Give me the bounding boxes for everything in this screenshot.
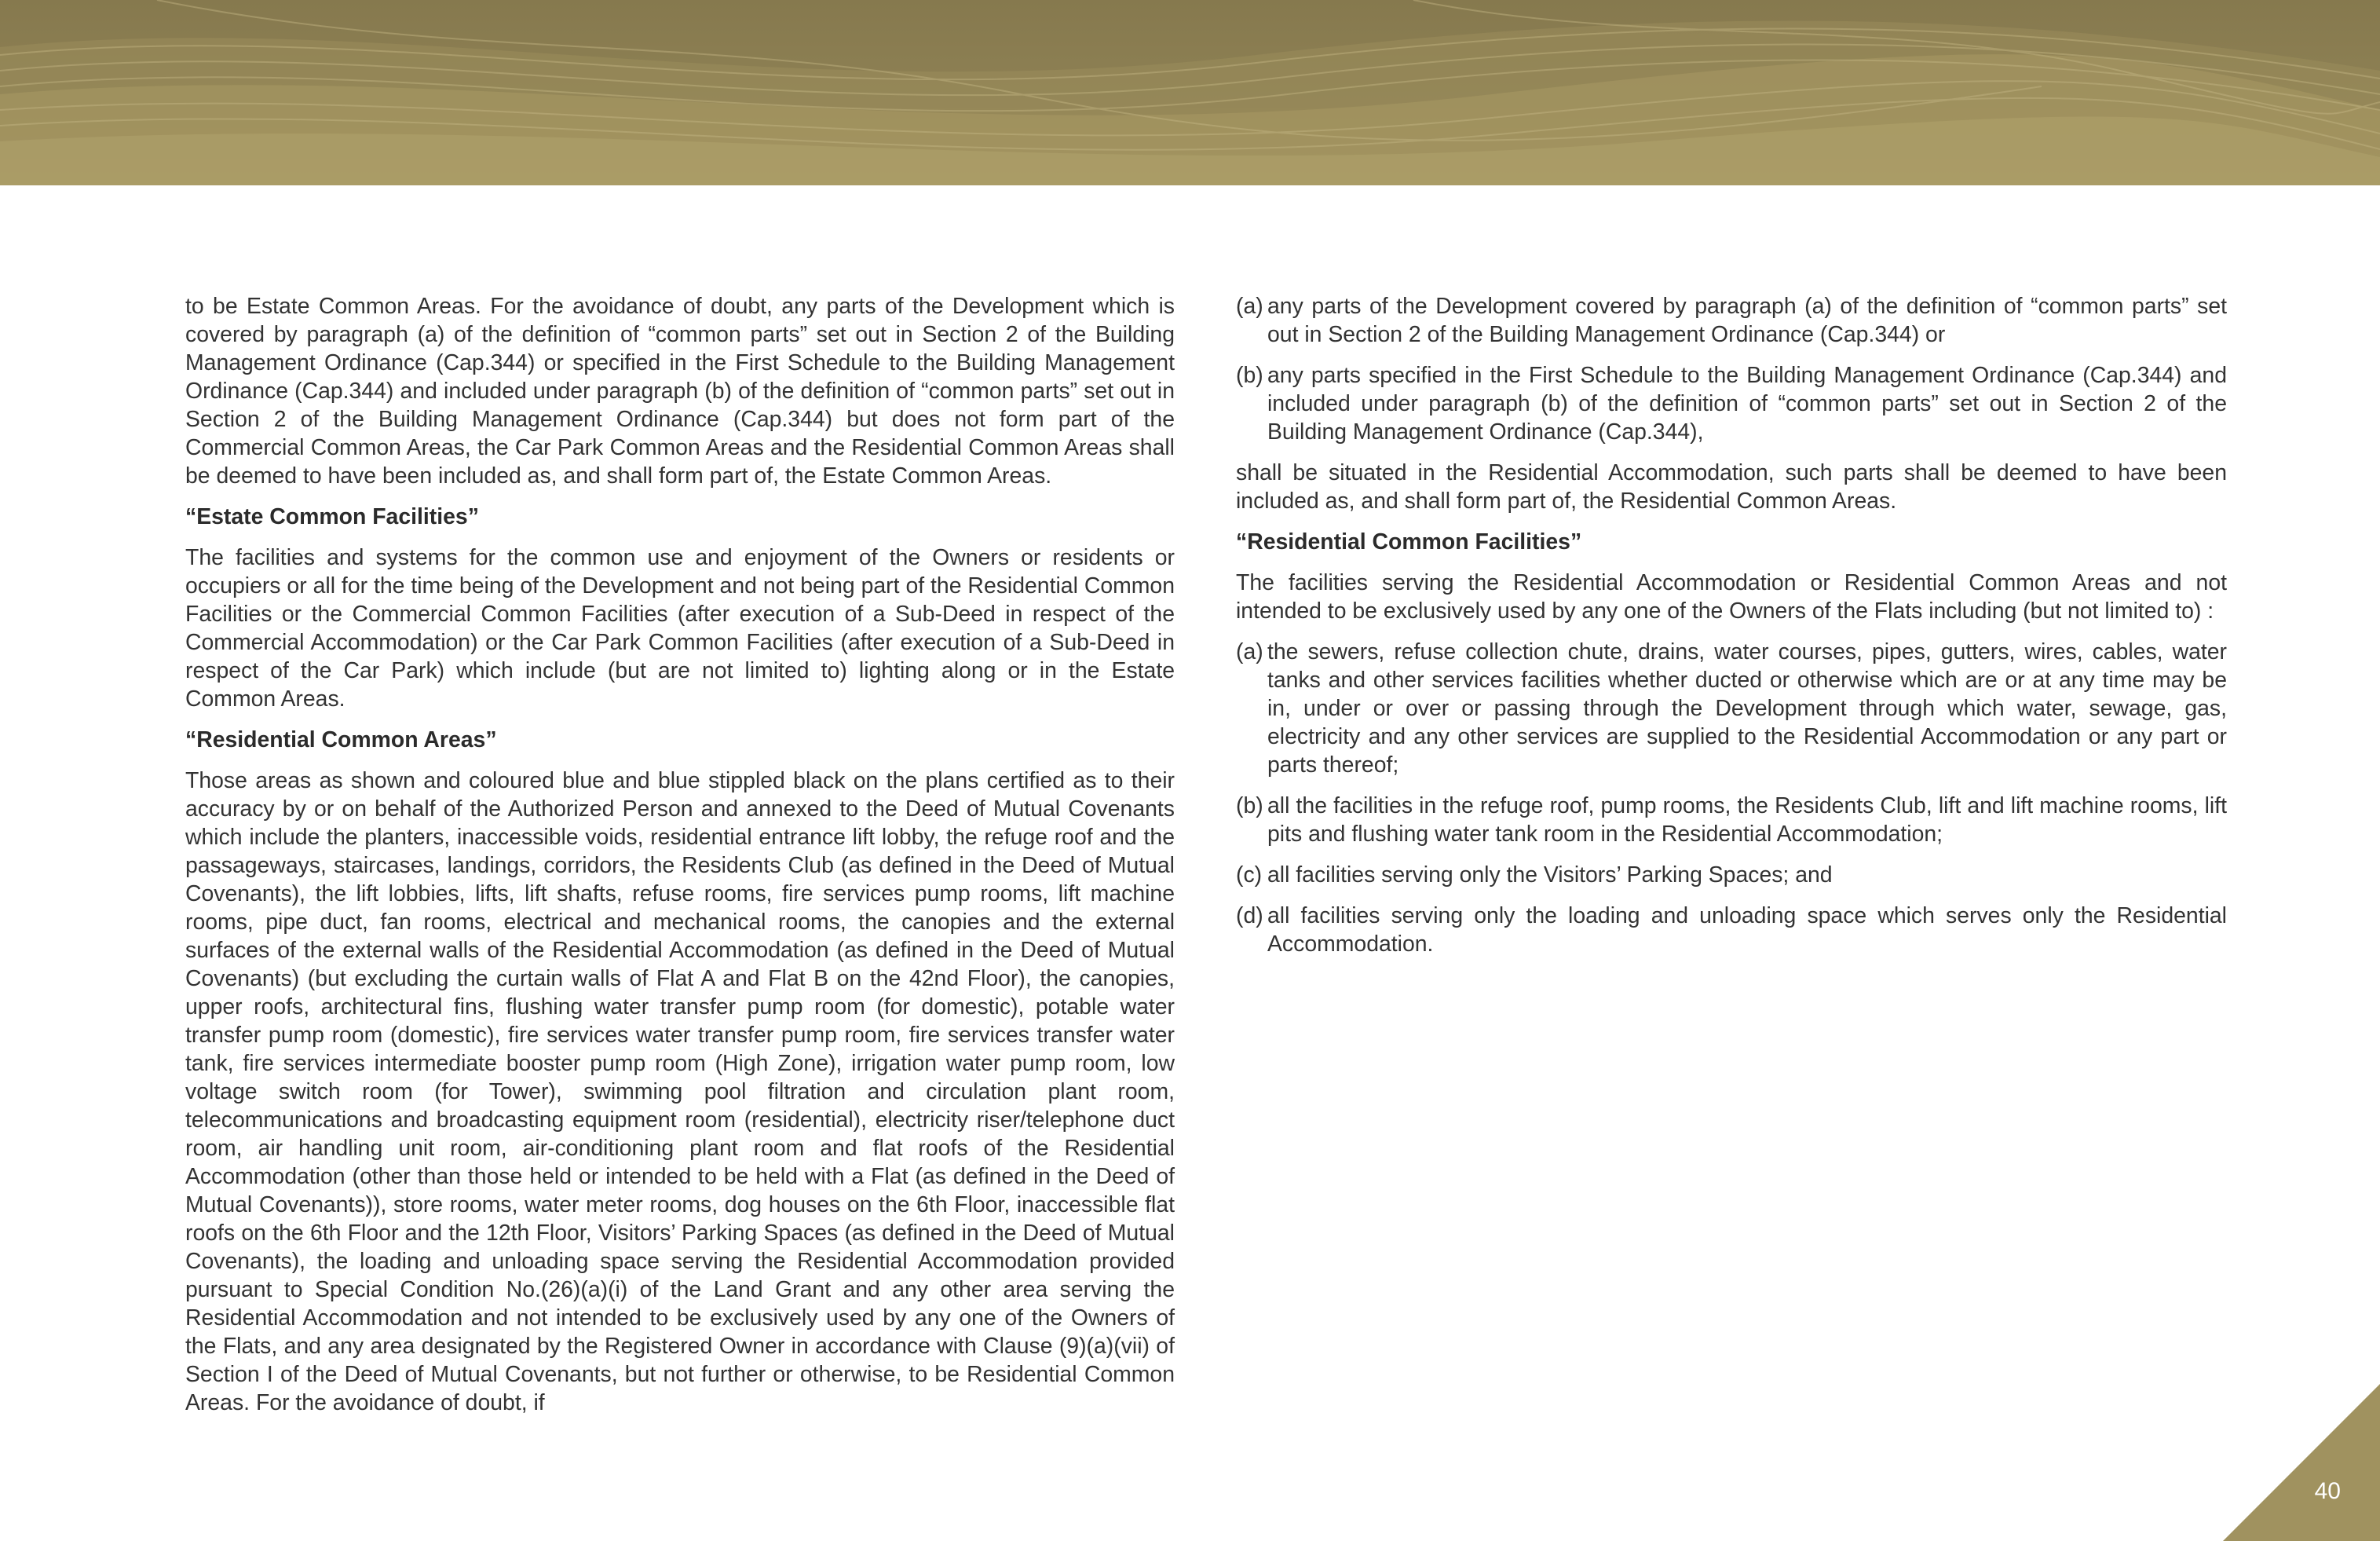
residential-common-areas-heading: “Residential Common Areas” xyxy=(185,727,497,752)
wave-pattern xyxy=(0,0,2380,185)
item-label: (b) xyxy=(1236,793,1263,818)
item-text: all facilities serving only the Visitors’ Parking Spaces; and xyxy=(1267,862,1833,888)
item-text: all facilities serving only the loading and unloading space which serves only the Residential Accommodation. xyxy=(1267,903,2227,957)
item-label: (c) xyxy=(1236,862,1263,888)
right-column xyxy=(1236,292,2227,971)
facility-item-a xyxy=(1236,638,2227,779)
residential-common-facilities-heading: “Residential Common Facilities” xyxy=(1236,529,1582,555)
page-corner-triangle xyxy=(2223,1384,2380,1541)
facility-item-b xyxy=(1236,792,2227,848)
item-text: all the facilities in the refuge roof, pump rooms, the Residents Club, lift and lift machine rooms, lift pits and flushing water tank room in the Residential Accommodation; xyxy=(1267,793,2227,847)
item-text: any parts of the Development covered by paragraph (a) of the definition of “common parts” set out in Section 2 of the Building Management Ordinance (Cap.344) or xyxy=(1267,294,2227,347)
header-banner xyxy=(0,0,2380,185)
residential-common-areas-definition: Those areas as shown and coloured blue and blue stippled black on the plans certified as to their accuracy by or on behalf of the Authorized Person and annexed to the Deed of Mutual Covenants which include the planters, inaccessible voids, residential entrance lift lobby, the refuge roof and the passageways, staircases, landings, corridors, the Residents Club (as defined in the Deed of Mutual Covenants), the lift lobbies, lifts, lift shafts, refuse rooms, fire services pump rooms, lift machine rooms, pipe duct, fan rooms, electrical and mechanical rooms, the canopies and the external surfaces of the external walls of the Residential Accommodation (as defined in the Deed of Mutual Covenants) (but excluding the curtain walls of Flat A and Flat B on the 42nd Floor), the canopies, upper roofs, architectural fins, flushing water transfer pump room (for domestic), potable water transfer pump room (domestic), fire services water transfer pump room, fire services transfer water tank, fire services intermediate booster pump room (High Zone), irrigation water pump room, low voltage switch room (for Tower), swimming pool filtration and circulation plant room, telecommunications and broadcasting equipment room (residential), electricity riser/telephone duct room, air handling unit room, air-conditioning plant room and flat roofs of the Residential Accommodation (other than those held or intended to be held with a Flat (as defined in the Deed of Mutual Covenants)), store rooms, water meter rooms, dog houses on the 6th Floor, inaccessible flat roofs on the 6th Floor and the 12th Floor, Visitors’ Parking Spaces (as defined in the Deed of Mutual Covenants), the loading and unloading space serving the Residential Accommodation provided pursuant to Special Condition No.(26)(a)(i) of the Land Grant and any other area serving the Residential Accommodation and not intended to be exclusively used by any one of the Owners of the Flats, and any area designated by the Registered Owner in accordance with Clause (9)(a)(vii) of Section I of the Deed of Mutual Covenants, but not further or otherwise, to be Residential Common Areas. For the avoidance of doubt, if xyxy=(185,768,1175,1415)
residential-common-facilities-definition: The facilities serving the Residential Accommodation or Residential Common Areas and not intended to be exclusively used by any one of the Owners of the Flats including (but not limited to) : xyxy=(1236,570,2227,624)
item-text: the sewers, refuse collection chute, drains, water courses, pipes, gutters, wires, cables, water tanks and other services facilities whether ducted or otherwise which are or at any time may be in, under or over or passing through the Development through which water, sewage, gas, electricity and any other services are supplied to the Residential Accommodation or any part or parts thereof; xyxy=(1267,639,2227,778)
item-label: (d) xyxy=(1236,903,1263,928)
estate-common-facilities-definition: The facilities and systems for the common use and enjoyment of the Owners or residents or occupiers or all for the time being of the Development and not being part of the Residential Common Facilities or the Commercial Common Facilities (after execution of a Sub-Deed in respect of the Commercial Accommodation) or the Car Park Common Facilities (after execution of a Sub-Deed in respect of the Car Park) which include (but are not limited to) lighting along or in the Estate Common Areas. xyxy=(185,545,1175,712)
parts-conclusion: shall be situated in the Residential Accommodation, such parts shall be deemed to have been included as, and shall form part of, the Residential Common Areas. xyxy=(1236,460,2227,514)
item-label: (a) xyxy=(1236,294,1263,319)
item-label: (a) xyxy=(1236,639,1263,664)
facility-item-d xyxy=(1236,902,2227,958)
left-column xyxy=(185,292,1175,1429)
parts-item-b xyxy=(1236,361,2227,446)
item-label: (b) xyxy=(1236,363,1263,388)
item-text: any parts specified in the First Schedule to the Building Management Ordinance (Cap.344) and included under paragraph (b) of the definition of “common parts” set out in Section 2 of the Building Management Ordinance (Cap.344), xyxy=(1267,363,2227,445)
page-number: 40 xyxy=(2314,1478,2341,1504)
estate-common-areas-continuation: to be Estate Common Areas. For the avoidance of doubt, any parts of the Development which is covered by paragraph (a) of the definition of “common parts” set out in Section 2 of the Building Management Ordinance (Cap.344) or specified in the First Schedule to the Building Management Ordinance (Cap.344) and included under paragraph (b) of the definition of “common parts” set out in Section 2 of the Building Management Ordinance (Cap.344) but does not form part of the Commercial Common Areas, the Car Park Common Areas and the Residential Common Areas shall be deemed to have been included as, and shall form part of, the Estate Common Areas. xyxy=(185,294,1175,489)
estate-common-facilities-heading: “Estate Common Facilities” xyxy=(185,504,479,529)
facility-item-c xyxy=(1236,861,2227,889)
parts-item-a xyxy=(1236,292,2227,349)
